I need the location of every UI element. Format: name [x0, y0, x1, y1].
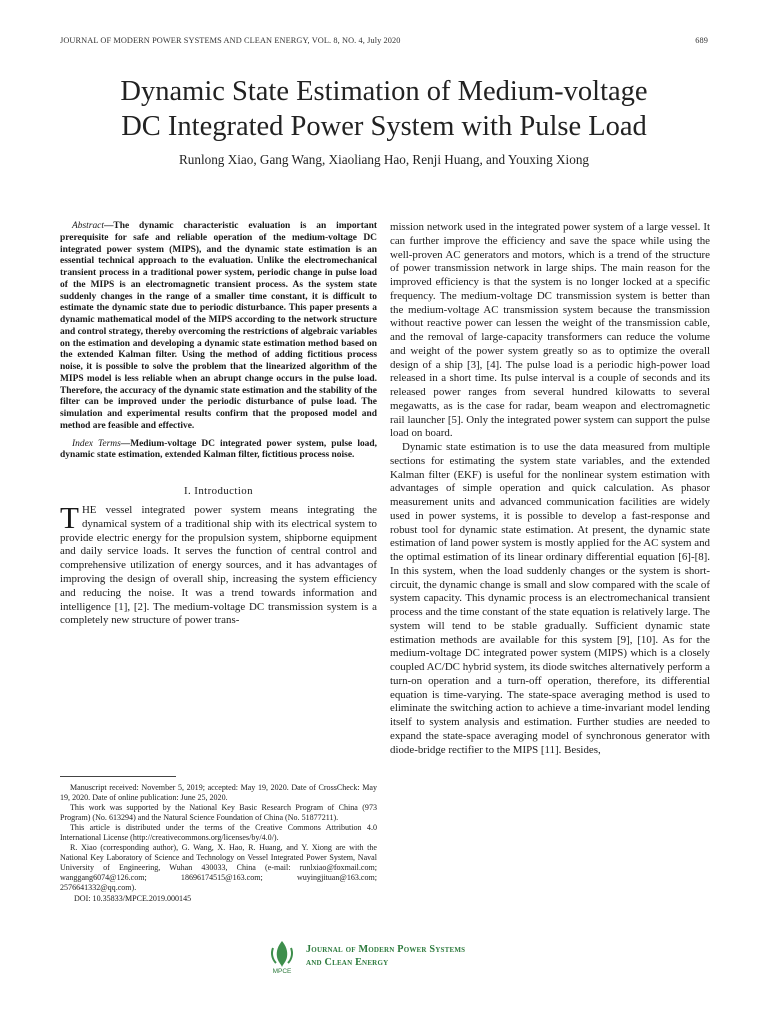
- author-list: Runlong Xiao, Gang Wang, Xiaoliang Hao, Renji Huang, and Youxing Xiong: [178, 152, 590, 167]
- introduction-paragraph: [60, 500, 377, 628]
- body-paragraph-2: Dynamic state estimation is to use the data measured from multiple sections for estimating the system state variables, and the extended Kalman filter (EKF) is useful for the nonlinear system estimation with advantages of simple operation and quick calculation. As phasor measurement units and advanced communication facilities are widely used in power systems, it is possible to develop a fast-response and robust tool for dynamic state estimation. At present, the dynamic state estimation of land power system is mostly applied for the AC system and the optimal estimation of its linear ordinary differential equation [6]-[8]. In this system, when the load suddenly changes or the system is short-circuit, the dynamic change is small and slow compared with the scale of system capacity. This dynamic process is an electromechanical transient process and the time constant of the state equation is relatively large. The system will tend to be stable gradually. Sufficient dynamic state estimation methods are available for this system [9], [10]. As for the medium-voltage DC integrated power system (MIPS) which is a closely coupled AC/DC hybrid system, its diode switches alternatively perform a turn-on operation and a turn-off operation, therefore, its differential equation is time-varying. The state-space averaging method is used to eliminate the switching action to achieve a time-invariant model lending itself to system analysis and estimation. Further studies are needed to expand the state-space averaging model of synchronous generator with diode-bridge rectifier to the MIPS [11]. Besides,: [390, 441, 710, 756]
- page-number: 689: [695, 36, 708, 45]
- title-line-2: DC Integrated Power System with Pulse Load: [121, 111, 647, 142]
- footnote-doi: DOI: 10.35833/MPCE.2019.000145: [74, 893, 192, 903]
- left-column: [60, 221, 377, 628]
- logo-line-2: and Clean Energy: [306, 957, 389, 968]
- introduction-text: HE vessel integrated power system means integrating the dynamical system of a traditional ship with its electrical system to provide electric energy for the propulsion system, shipborne equipment and daily service loads. It serves the function of central control and comprehensive utilization of energy sources, and it has advantages of improving the design of overall ship, increasing the system efficiency and reducing the noise. It was a trend towards information and intelligence [1], [2]. The medium-voltage DC transmission system is a completely new structure of power trans-: [60, 504, 377, 627]
- title-line-1: Dynamic State Estimation of Medium-voltage: [120, 76, 648, 107]
- section-heading-introduction: I. Introduction: [184, 485, 253, 497]
- index-terms-text: —Medium-voltage DC integrated power system, pulse load, dynamic state estimation, extended Kalman filter, fictitious process noise.: [60, 438, 377, 461]
- right-column: [390, 221, 710, 757]
- running-header: [60, 36, 708, 45]
- footnotes: [60, 783, 377, 904]
- abstract: [60, 221, 377, 433]
- abstract-text: —The dynamic characteristic evaluation is an important prerequisite for safe and reliable operation of the medium-voltage DC integrated power system (MIPS), and the dynamic state estimation is an essential technical approach to the evaluation. Unlike the electromechanical transient process in a traditional power system, periodic change in pulse load of the MIPS is an electromagnetic transient process. As the system state suddenly changes in the range of a smaller time constant, it is difficult to estimate the dynamic state due to periodic disturbance. This paper presents a dynamic mathematical model of the MIPS according to the network structure and control strategy, thereby overcoming the restrictions of algebraic variables on the estimation and developing a dynamic state estimation method based on the extended Kalman filter. Using the method of adding fictitious process noise, it is possible to solve the problem that the linearized algorithm of the MIPS model is less reliable when an abrupt change occurs in the pulse load. Therefore, the accuracy of the dynamic state estimation and the stability of the filter can be improved under the periodic disturbance of pulse load. The simulation and experimental results confirm that the proposed model and method are feasible and effective.: [60, 221, 377, 431]
- journal-logo: [264, 938, 465, 974]
- footnote-affiliation: R. Xiao (corresponding author), G. Wang, X. Hao, R. Huang, and Y. Xiong are with the National Key Laboratory of Science and Technology on Vessel Integrated Power System, Naval University of Engineering, Wuhan 430033, China (e-mail: runlxiao@foxmail.com; wanggang6074@126.com; 18696174515@163.com; wuyingjituan@163.com; 2576641332@qq.com).: [60, 843, 377, 893]
- footnote-divider: [60, 776, 176, 777]
- index-terms-label: Index Terms: [72, 438, 121, 449]
- logo-text: [306, 943, 465, 969]
- drop-cap: T: [60, 500, 79, 536]
- footnote-support: This work was supported by the National Key Basic Research Program of China (973 Program) (No. 613294) and the Natural Science Foundation of China (No. 51877211).: [60, 803, 377, 823]
- index-terms: [60, 439, 377, 463]
- body-paragraph-1: mission network used in the integrated power system of a large vessel. It can further improve the efficiency and save the space while using the well-proven AC generators and motors, which is a trend of the structure of power transmission network in large ships. The main reason for the improved efficiency is that the system is no longer locked at a specific frequency. The medium-voltage DC transmission system is better than the medium-voltage AC transmission system because the transmission without reactive power can lessen the weight of the transmission cable, and the removal of large-capacity transformers can reduce the volume and weight of the power system greatly so as to optimize the overall design of a ship [3], [4]. The pulse load is a periodic high-power load released in a short time. Its pulse interval is a couple of seconds and its released power ranges from several hundred kilowatts to several megawatts, as is the case for radar, beam weapon and electromagnetic rail launcher [5]. Only the integrated power system can support the pulse load on board.: [390, 221, 710, 440]
- logo-line-1: Journal of Modern Power Systems: [306, 944, 466, 955]
- abstract-label: Abstract: [72, 221, 104, 231]
- footnote-license: This article is distributed under the terms of the Creative Commons Attribution 4.0 International License (http://creativecommons.org/licenses/by/4.0/).: [60, 823, 377, 843]
- logo-mark-text: MPCE: [272, 968, 292, 974]
- paper-title: [40, 74, 728, 144]
- footnote-received: Manuscript received: November 5, 2019; accepted: May 19, 2020. Date of CrossCheck: May 19, 2020. Date of online publication: June 25, 2020.: [60, 783, 377, 803]
- journal-header: JOURNAL OF MODERN POWER SYSTEMS AND CLEAN ENERGY, VOL. 8, NO. 4, July 2020: [60, 36, 401, 45]
- journal-logo-icon: [264, 938, 300, 974]
